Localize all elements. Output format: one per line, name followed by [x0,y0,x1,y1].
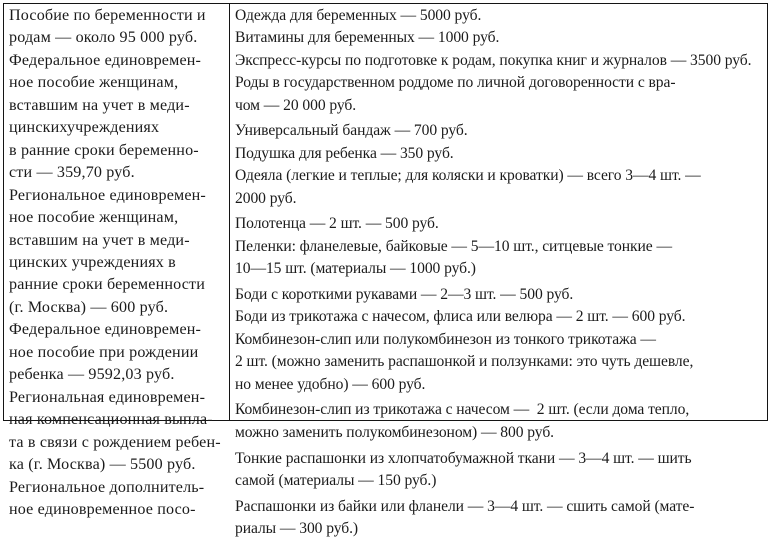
text-line: ребенка — 9592,03 руб. [9,366,175,384]
text-line: ное пособие при рождении [9,343,199,361]
text-line: цинских учреждениях в [9,253,176,271]
text-line: Распашонки из байки или фланели — 3—4 шт. — сшить самой (мате- [235,497,695,515]
text-line: вставшим на учет в меди- [9,231,190,249]
benefits-expenses-table [3,3,768,538]
table-cell-expenses [230,4,767,538]
table-cell-state-benefits [4,4,230,518]
text-line: Комбинезон-слип из трикотажа с начесом — 2 шт. (если дома тепло, [235,401,690,419]
text-line: риалы — 300 руб.) [235,520,359,538]
text-line: Одежда для беременных — 5000 руб. [235,7,482,24]
text-line: Универсальный бандаж — 700 руб. [235,122,468,140]
text-line: родам — около 95 000 руб. [9,29,198,47]
text-line: цинскихучреждениях [9,119,160,137]
text-line: та в связи с рождением ребен- [9,433,221,451]
text-line: Боди с короткими рукавами — 2—3 шт. — 500 руб. [235,286,574,303]
expenses-text-block [235,5,763,541]
text-line: ное единовременное посо- [9,500,196,518]
text-line: ное пособие женщинам, [9,209,179,227]
text-line: Региональная единовремен- [9,388,206,406]
text-line: Витамины для беременных — 1000 руб. [235,29,500,47]
text-line: 2 шт. (можно заменить распашонкой и ползунками: это чуть дешевле, [235,353,694,371]
text-line: Тонкие распашонки из хлопчатобумажной ткани — 3—4 шт. — шить [235,449,692,467]
text-line: 10—15 шт. (материалы — 1000 руб.) [235,260,476,278]
text-line: Пеленки: фланелевые, байковые — 5—10 шт., ситцевые тонкие — [235,237,672,255]
text-line: Региональное единовремен- [9,186,206,204]
text-line: ранние сроки беременности [9,276,206,294]
state-benefits-text-block [9,5,225,521]
text-line: Полотенца — 2 шт. — 500 руб. [235,215,439,233]
text-line: Комбинезон-слип или полукомбинезон из тонкого трикотажа — [235,330,656,348]
text-line: Одеяла (легкие и теплые; для коляски и кроватки) — всего 3—4 шт. — [235,167,701,185]
text-line: Экспресс-курсы по подготовке к родам, покупка книг и журналов — 3500 руб. [235,51,752,69]
text-line: можно заменить полукомбинезоном) — 800 руб. [235,423,554,441]
text-line: Боди из трикотажа с начесом, флиса или велюра — 2 шт. — 600 руб. [235,308,686,326]
text-line: сти — 359,70 руб. [9,164,135,182]
text-line: ка (г. Москва) — 5500 руб. [9,456,196,474]
text-line: ная компенсационная выпла- [9,411,213,429]
text-line: самой (материалы — 150 руб.) [235,472,437,489]
text-line: 2000 руб. [235,189,297,207]
text-line: в ранние сроки беременно- [9,141,199,159]
text-line: вставшим на учет в меди- [9,96,190,114]
text-line: (г. Москва) — 600 руб. [9,298,169,316]
text-line: Роды в государственном роддоме по личной договоренности с вра- [235,74,676,92]
text-line: Региональное дополнитель- [9,478,205,496]
text-line: чом — 20 000 руб. [235,96,357,114]
text-line: Подушка для ребенка — 350 руб. [235,144,454,162]
text-line: Федеральное единовремен- [9,51,202,69]
text-line: ное пособие женщинам, [9,74,179,92]
text-line: Пособие по беременности и [9,7,206,24]
text-line: но менее удобно) — 600 руб. [235,375,426,393]
text-line: Федеральное единовремен- [9,321,202,339]
